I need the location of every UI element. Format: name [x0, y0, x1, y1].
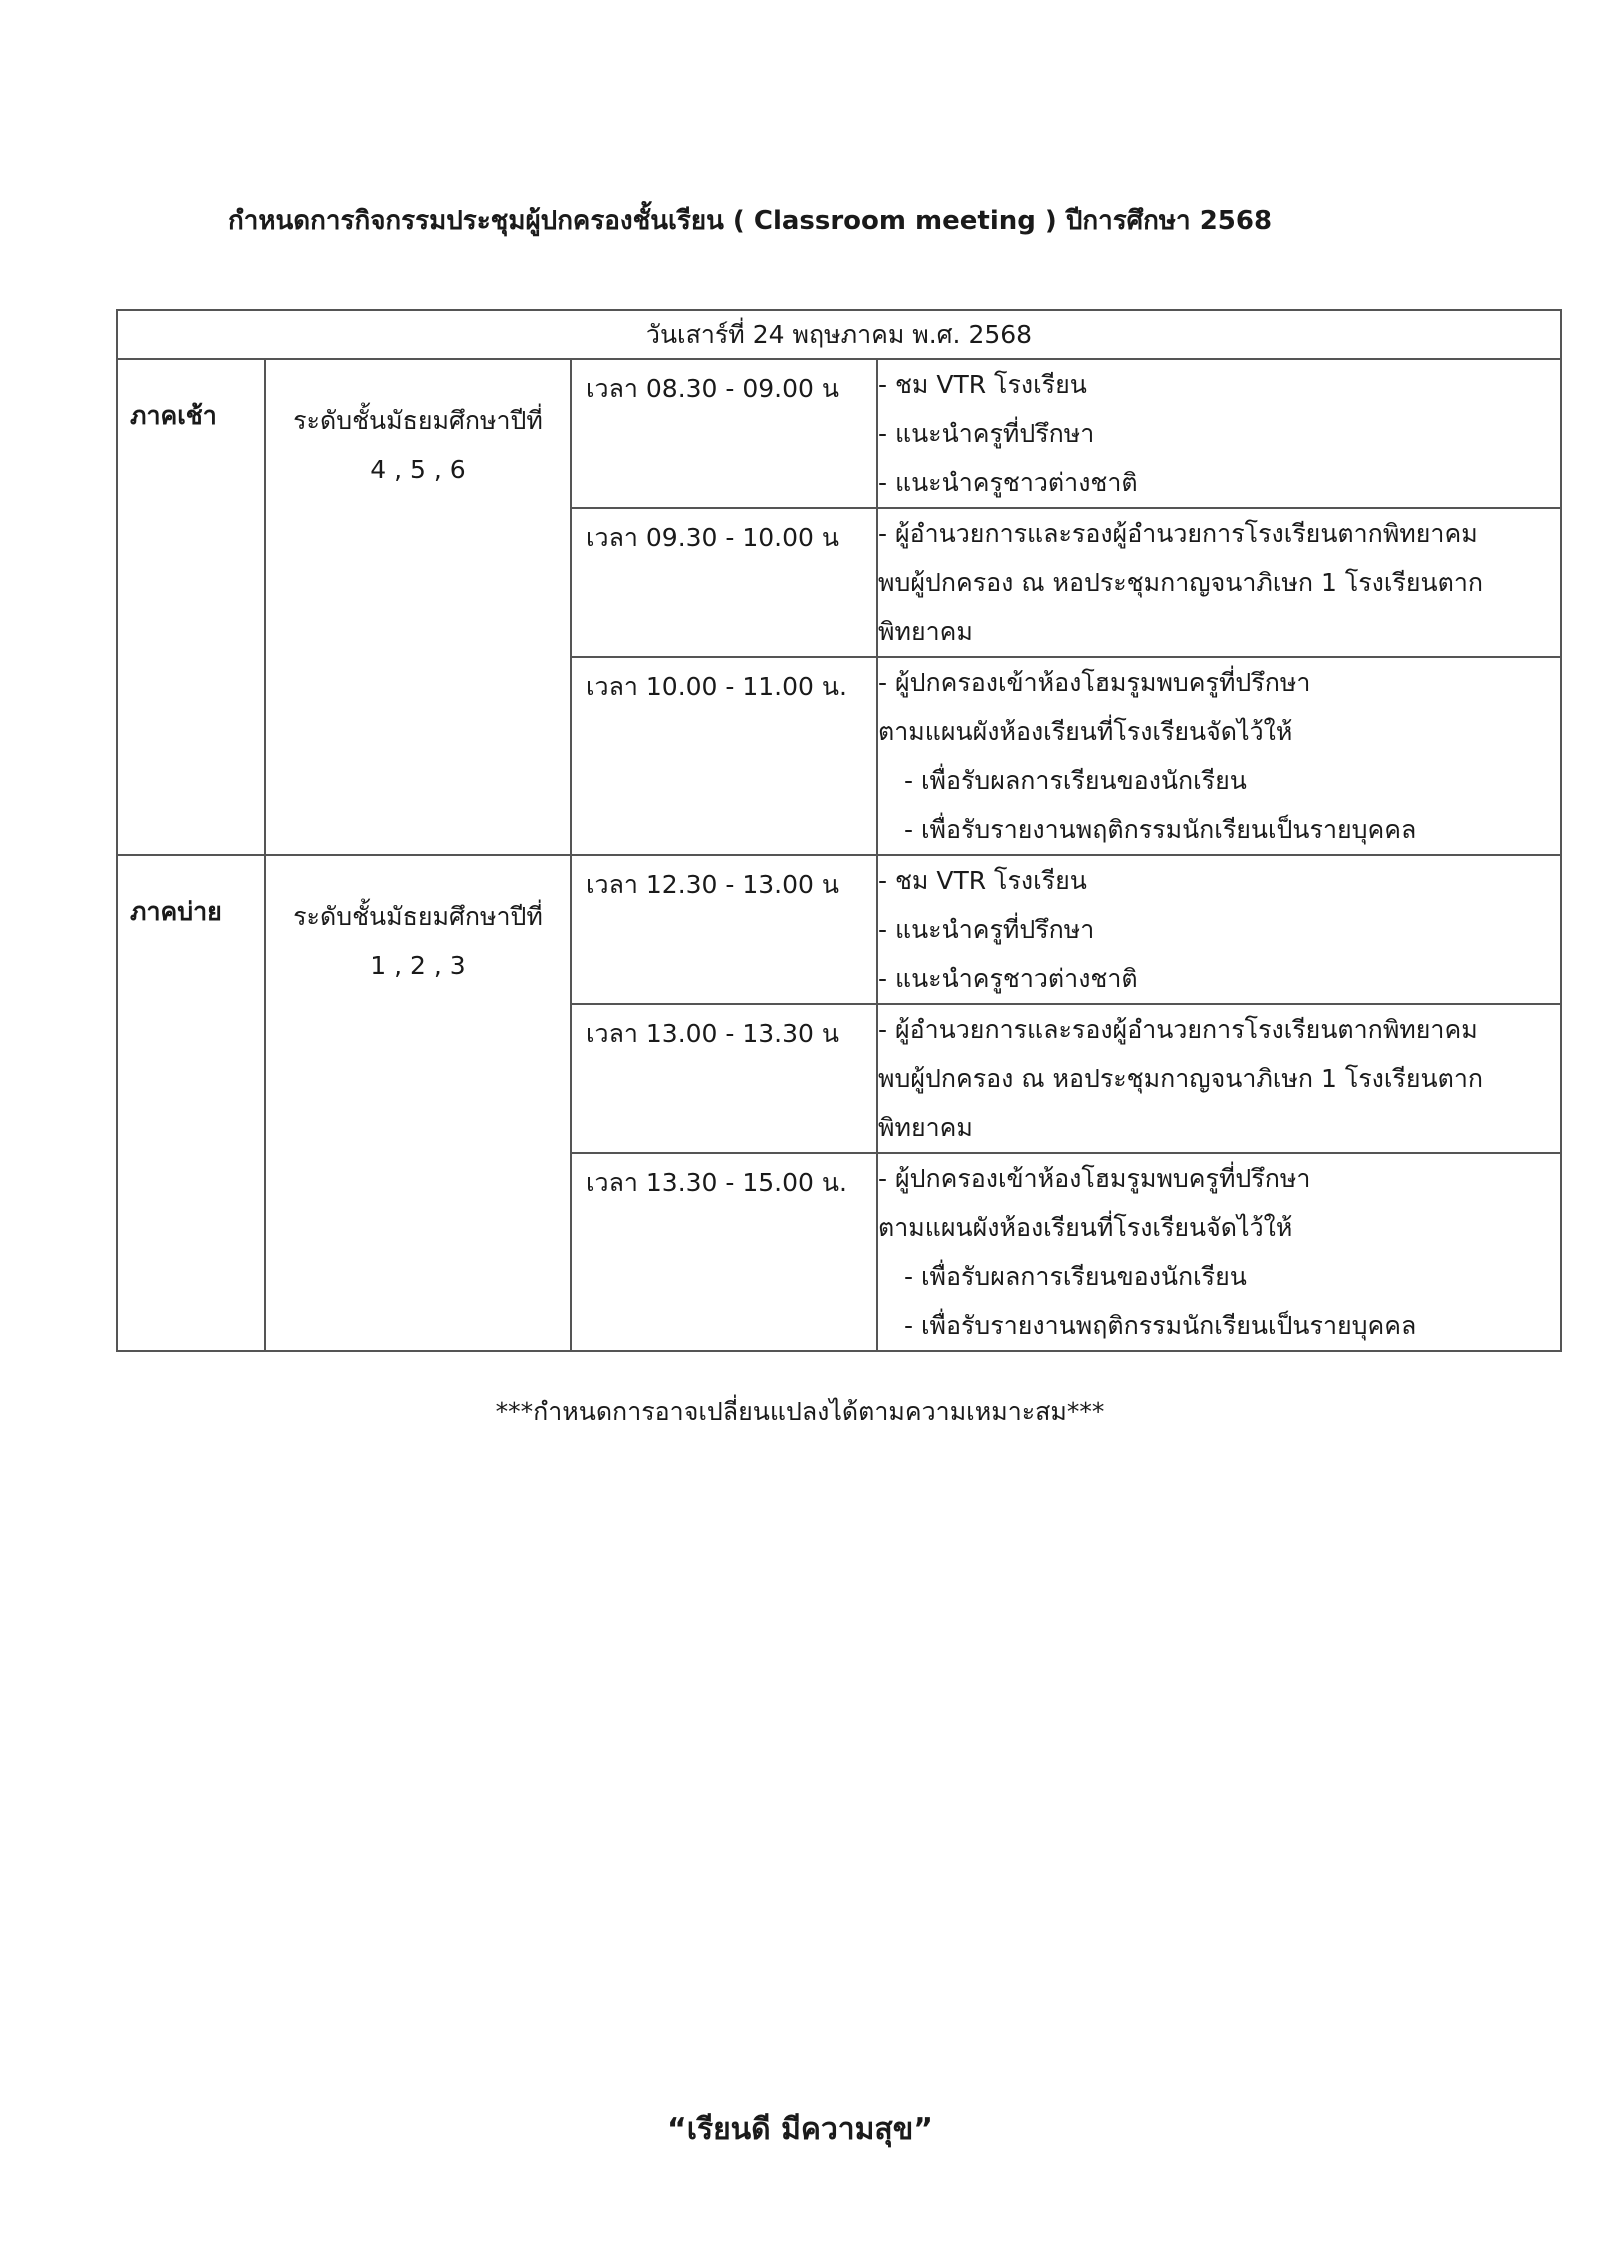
- activity-line: - แนะนำครูชาวต่างชาติ: [878, 964, 1138, 993]
- activity-line: - ชม VTR โรงเรียน: [878, 866, 1087, 895]
- time-slot: เวลา 13.00 - 13.30 น: [586, 1019, 839, 1048]
- time-cell: [571, 359, 877, 508]
- activity-line: พบผู้ปกครอง ณ หอประชุมกาญจนาภิเษก 1 โรงเรียนตาก: [878, 1064, 1484, 1093]
- activity-cell: [877, 657, 1561, 855]
- period-label: ภาคเช้า: [130, 401, 217, 430]
- grade-level-text: [266, 856, 570, 990]
- activity-sub-line: - เพื่อรับรายงานพฤติกรรมนักเรียนเป็นรายบุคคล: [904, 815, 1417, 844]
- date-row: [117, 310, 1561, 359]
- activity-sub-line: - เพื่อรับผลการเรียนของนักเรียน: [904, 766, 1247, 795]
- time-slot: เวลา 12.30 - 13.00 น: [586, 870, 839, 899]
- activity-cell: [877, 855, 1561, 1004]
- time-slot: เวลา 13.30 - 15.00 น.: [586, 1168, 847, 1197]
- activity-line: - ผู้อำนวยการและรองผู้อำนวยการโรงเรียนตากพิทยาคม: [878, 1015, 1478, 1044]
- activity-sub-line: - เพื่อรับผลการเรียนของนักเรียน: [904, 1262, 1247, 1291]
- time-cell: [571, 508, 877, 657]
- activity-line: - แนะนำครูที่ปรึกษา: [878, 915, 1095, 944]
- schedule-table: [116, 309, 1562, 1352]
- activity-line: - ชม VTR โรงเรียน: [878, 370, 1087, 399]
- activity-line: พบผู้ปกครอง ณ หอประชุมกาญจนาภิเษก 1 โรงเรียนตาก: [878, 568, 1484, 597]
- activity-line: - ผู้ปกครองเข้าห้องโฮมรูมพบครูที่ปรึกษา: [878, 668, 1311, 697]
- activity-cell: [877, 1153, 1561, 1351]
- document-title: กำหนดการกิจกรรมประชุมผู้ปกครองชั้นเรียน ( Classroom meeting ) ปีการศึกษา 2568: [228, 206, 1273, 236]
- activity-line: ตามแผนผังห้องเรียนที่โรงเรียนจัดไว้ให้: [878, 717, 1293, 746]
- time-cell: [571, 855, 877, 1004]
- activity-line: - ผู้อำนวยการและรองผู้อำนวยการโรงเรียนตากพิทยาคม: [878, 519, 1478, 548]
- time-cell: [571, 657, 877, 855]
- schedule-row: [117, 359, 1561, 508]
- activity-line: พิทยาคม: [878, 617, 973, 646]
- activity-line: พิทยาคม: [878, 1113, 973, 1142]
- activity-line: - ผู้ปกครองเข้าห้องโฮมรูมพบครูที่ปรึกษา: [878, 1164, 1311, 1193]
- activity-cell: [877, 359, 1561, 508]
- grade-level-label: ระดับชั้นมัธยมศึกษาปีที่: [293, 406, 543, 435]
- grade-level-numbers: 4 , 5 , 6: [370, 455, 466, 484]
- activity-line: - แนะนำครูชาวต่างชาติ: [878, 468, 1138, 497]
- time-cell: [571, 1004, 877, 1153]
- time-slot: เวลา 08.30 - 09.00 น: [586, 374, 839, 403]
- period-cell: [117, 855, 265, 1351]
- grade-level-label: ระดับชั้นมัธยมศึกษาปีที่: [293, 902, 543, 931]
- activity-line: - แนะนำครูที่ปรึกษา: [878, 419, 1095, 448]
- activity-cell: [877, 1004, 1561, 1153]
- period-cell: [117, 359, 265, 855]
- time-slot: เวลา 10.00 - 11.00 น.: [586, 672, 847, 701]
- time-slot: เวลา 09.30 - 10.00 น: [586, 523, 839, 552]
- grade-level-text: [266, 360, 570, 494]
- school-motto: “เรียนดี มีความสุข”: [667, 2112, 933, 2147]
- date-cell: วันเสาร์ที่ 24 พฤษภาคม พ.ศ. 2568: [117, 310, 1561, 359]
- grade-level-cell: [265, 359, 571, 855]
- period-label: ภาคบ่าย: [130, 897, 222, 926]
- time-cell: [571, 1153, 877, 1351]
- schedule-row: [117, 855, 1561, 1004]
- activity-cell: [877, 508, 1561, 657]
- grade-level-numbers: 1 , 2 , 3: [370, 951, 466, 980]
- grade-level-cell: [265, 855, 571, 1351]
- schedule-body: [117, 310, 1561, 1351]
- schedule-note: ***กำหนดการอาจเปลี่ยนแปลงได้ตามความเหมาะสม***: [495, 1397, 1105, 1426]
- activity-sub-line: - เพื่อรับรายงานพฤติกรรมนักเรียนเป็นรายบุคคล: [904, 1311, 1417, 1340]
- activity-line: ตามแผนผังห้องเรียนที่โรงเรียนจัดไว้ให้: [878, 1213, 1293, 1242]
